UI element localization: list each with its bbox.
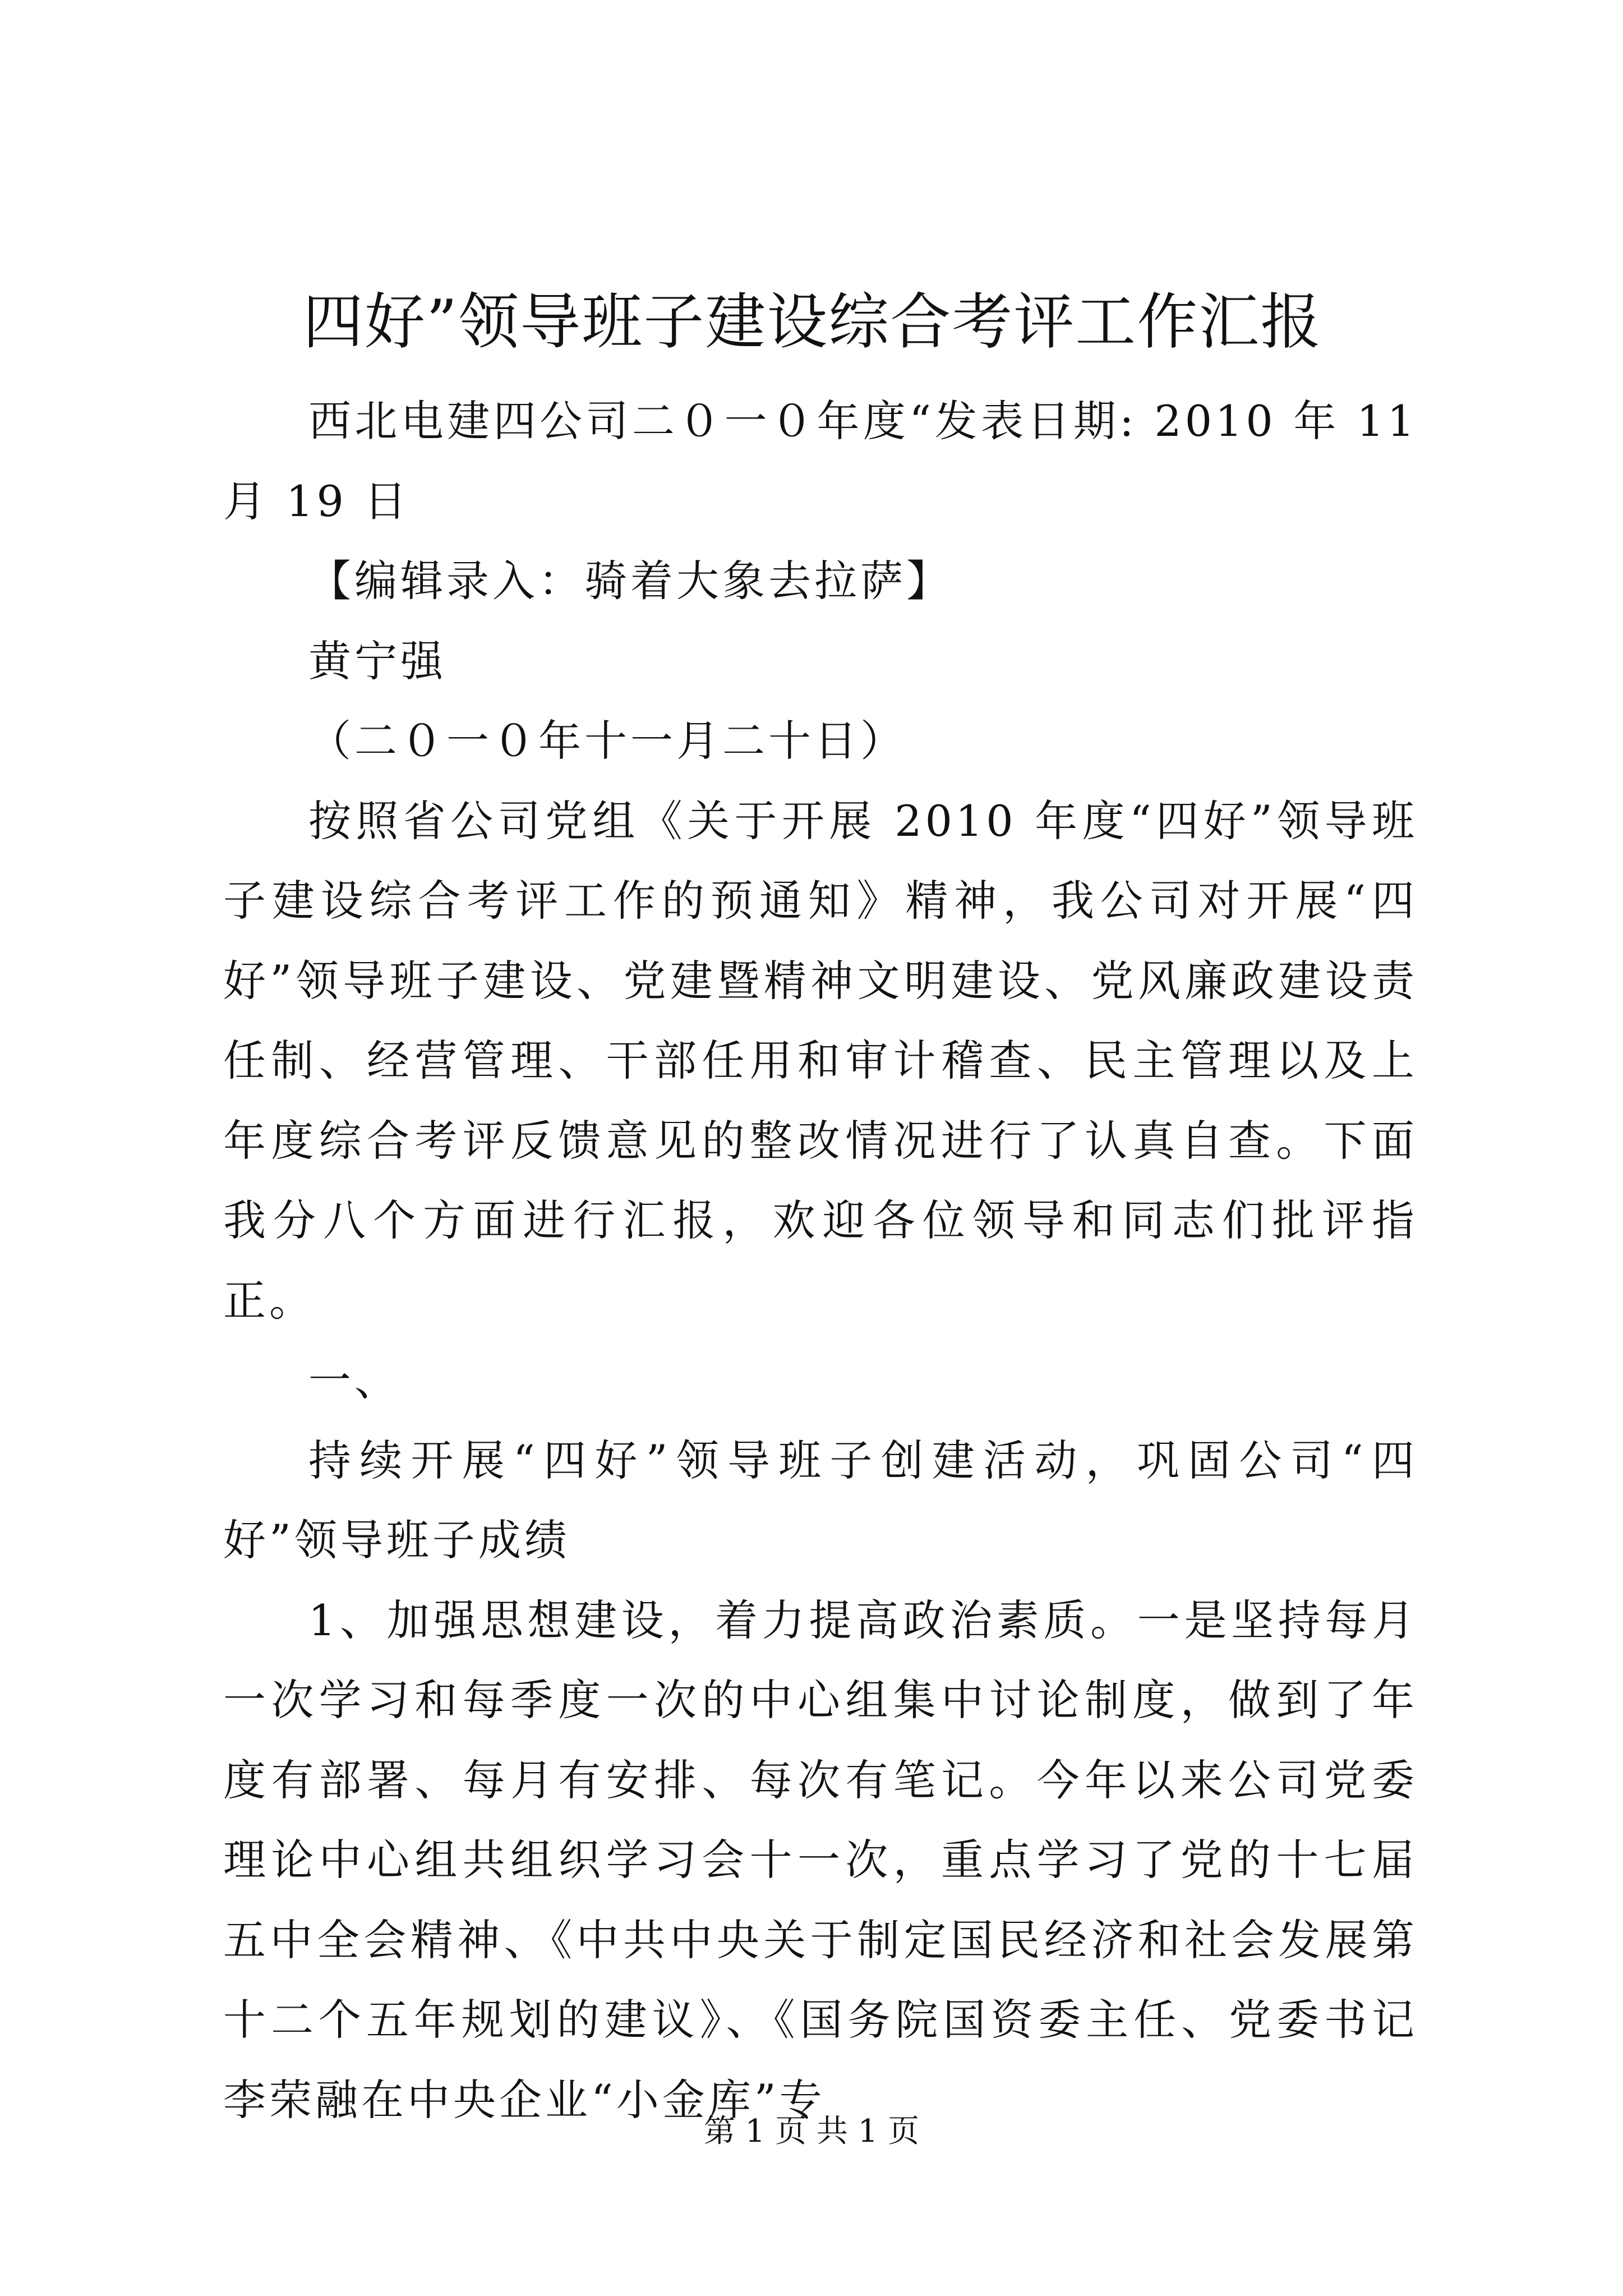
intro-paragraph: 按照省公司党组《关于开展 2010 年度“四好”领导班子建设综合考评工作的预通知》精神，我公司对开展“四好”领导班子建设、党建暨精神文明建设、党风廉政建设责任制、经营管理、干部任用和审计稽查、民主管理以及上年度综合考评反馈意见的整改情况进行了认真自查。下面我分八个方面进行汇报，欢迎各位领导和同志们批评指正。 <box>223 795 1418 1326</box>
section-heading: 持续开展“四好”领导班子创建活动，巩固公司“四好”领导班子成绩 <box>223 1435 1418 1565</box>
page-footer: 第 1 页 共 1 页 <box>703 2113 920 2150</box>
subtitle-paragraph: 西北电建四公司二０一０年度“发表日期: 2010 年 11 月 19 日 <box>223 396 1418 526</box>
author-paragraph: 黄宁强 <box>308 636 446 686</box>
document-body <box>223 381 1418 2140</box>
date-paragraph: （二０一０年十一月二十日） <box>308 716 906 766</box>
document-title: 四好”领导班子建设综合考评工作汇报 <box>303 287 1322 357</box>
section-number: 一、 <box>308 1355 400 1405</box>
body-paragraph: 1、加强思想建设，着力提高政治素质。一是坚持每月一次学习和每季度一次的中心组集中讨论制度，做到了年度有部署、每月有安排、每次有笔记。今年以来公司党委理论中心组共组织学习会十一次，重点学习了党的十七届五中全会精神、《中共中央关于制定国民经济和社会发展第十二个五年规划的建议》、《国务院国资委主任、党委书记李荣融在中央企业“小金库”专 <box>223 1595 1418 2125</box>
editor-paragraph: 【编辑录入：骑着大象去拉萨】 <box>308 556 952 606</box>
